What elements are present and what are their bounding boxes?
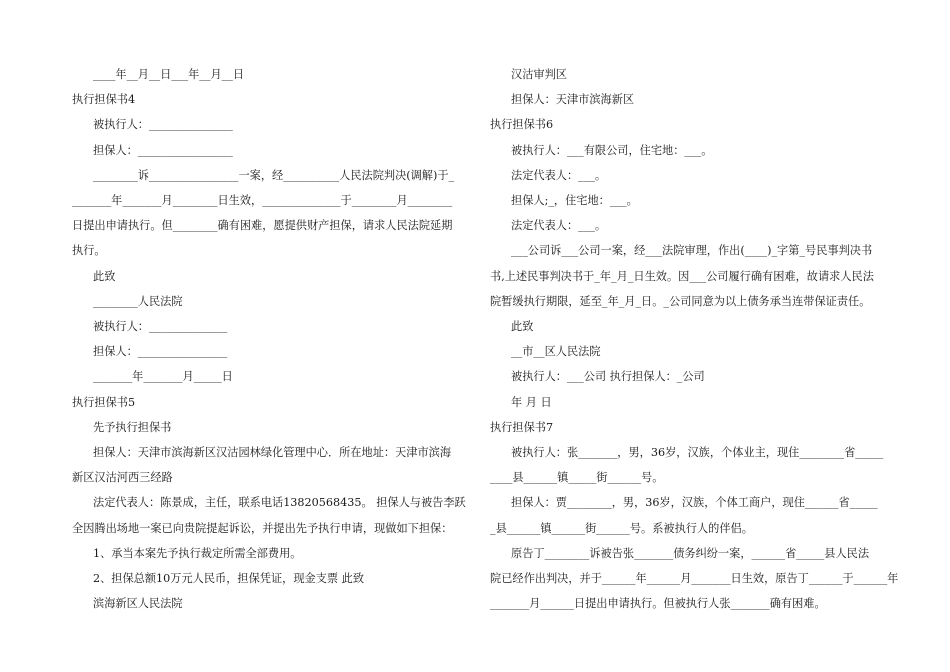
left-paragraph-line: _______年_______月_____日 [93, 370, 233, 384]
right-paragraph-line: 院暂缓执行期限，延至_年_月_日。_公司同意为以上债务承当连带保证责任。 [490, 294, 871, 308]
right-paragraph-line: 法定代表人：___。 [511, 219, 607, 233]
left-paragraph-line: 执行担保书5 [72, 395, 136, 409]
left-paragraph-line: 担保人：天津市滨海新区汉沽园林绿化管理中心．所在地址：天津市滨海 [93, 446, 452, 460]
left-paragraph-line: 先予执行担保书 [93, 420, 172, 434]
right-paragraph-line: 被执行人：张_______，男，36岁，汉族，个体业主，现住________省_____ [511, 446, 884, 460]
left-paragraph-line: 被执行人：_______________ [93, 118, 233, 132]
left-paragraph-line: ________人民法院 [93, 294, 183, 308]
left-column [72, 62, 466, 616]
right-paragraph-line: 被执行人：___公司 执行担保人：_公司 [511, 370, 705, 384]
right-paragraph-line: 担保人：贾________，男，36岁，汉族，个体工商户，现住______省_____ [511, 496, 878, 510]
right-paragraph-line: 年 月 日 [511, 395, 552, 409]
left-paragraph-line: _______年_______月________日生效，______________于________月________ [72, 194, 453, 208]
right-column [490, 62, 899, 616]
left-paragraph-line: ____年__月__日___年__月__日 [93, 68, 245, 81]
left-paragraph-line: 滨海新区人民法院 [93, 597, 183, 611]
left-paragraph-line: 新区汉沽河西三经路 [72, 471, 173, 485]
right-paragraph-line: ____县______镇_____街______号。 [490, 471, 664, 485]
left-paragraph-line: ________诉________________一案，经__________人民法院判决(调解)于_ [93, 168, 455, 182]
right-paragraph-line: 书,上述民事判决书于_年_月_日生效。因___公司履行确有困难，故请求人民法 [490, 269, 874, 283]
right-paragraph-line: 院已经作出判决，并于______年______月_______日生效，原告丁______于______年 [490, 572, 899, 586]
right-paragraph-line: ___公司诉___公司一案，经___法院审理，作出(____)_字第_号民事判决书 [511, 244, 873, 258]
left-paragraph-line: 全因腾出场地一案已向贵院提起诉讼，并提出先予执行申请，现做如下担保： [72, 521, 453, 535]
right-paragraph-line: 被执行人：___有限公司，住宅地：___。 [511, 143, 713, 157]
right-paragraph-line: 原告丁________诉被告张_______债务纠纷一案，______省_____县人民法 [511, 546, 870, 560]
right-paragraph-line: 执行担保书7 [490, 420, 554, 434]
left-paragraph-line: 2、担保总额10万元人民币，担保凭证，现金支票 此致 [93, 572, 365, 586]
left-paragraph-line: 1、承当本案先予执行裁定所需全部费用。 [93, 546, 302, 560]
right-paragraph-line: 汉沽审判区 [511, 68, 567, 81]
right-paragraph-line: 执行担保书6 [490, 118, 554, 132]
right-paragraph-line: _______月______日提出申请执行。但被执行人张_______确有困难。 [490, 597, 826, 611]
right-paragraph-line: _县______镇______街______号。系被执行人的伴侣。 [490, 521, 753, 535]
left-paragraph-line: 此致 [93, 269, 116, 283]
left-paragraph-line: 执行担保书4 [72, 93, 136, 107]
right-paragraph-line: 担保人;_，住宅地：___。 [511, 194, 638, 208]
left-paragraph-line: 被执行人：______________ [93, 320, 228, 334]
left-paragraph-line: 日提出申请执行。但________确有困难，愿提供财产担保，请求人民法院延期 [72, 219, 453, 233]
left-paragraph-line: 担保人：________________ [93, 345, 228, 359]
left-paragraph-line: 执行。 [72, 244, 106, 258]
left-paragraph-line: 法定代表人：陈景成，主任，联系电话13820568435。 担保人与被告李跃 [93, 496, 466, 510]
right-paragraph-line: 此致 [511, 320, 534, 334]
right-paragraph-line: __市__区人民法院 [511, 345, 601, 359]
right-paragraph-line: 法定代表人：___。 [511, 168, 607, 182]
left-paragraph-line: 担保人：_________________ [93, 143, 233, 157]
right-paragraph-line: 担保人：天津市滨海新区 [511, 93, 635, 107]
